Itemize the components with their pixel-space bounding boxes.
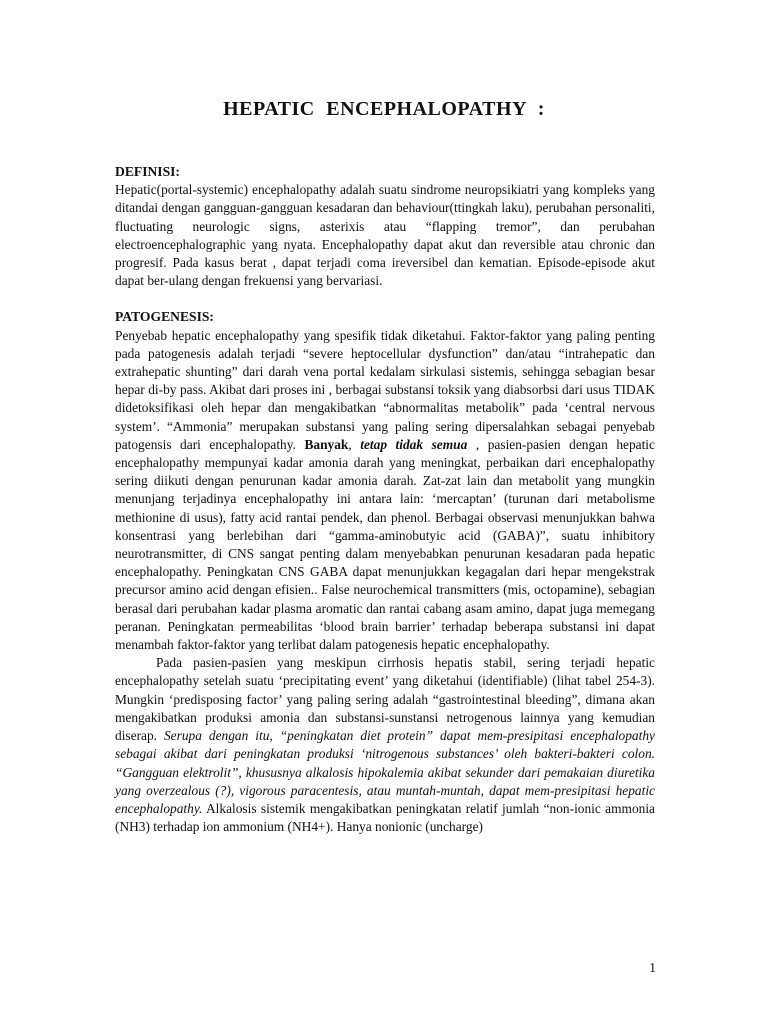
document-title: HEPATIC ENCEPHALOPATHY : [223,98,545,120]
patogenesis-text: Penyebab hepatic encephalopathy yang spesifik tidak diketahui. Faktor-faktor yang paling penting pada patogenesis adalah terjadi “severe heptocellular dysfunction” dan/atau “intrahepatic dan extrahepatic shunting” dari darah vena portal kedalam sirkulasi sistemis, sehingga sebagian besar hepar di-by pass. Akibat dari proses ini , berbagai substansi toksik yang diabsorbsi dari usus TIDAK didetoksifikasi oleh hepar dan mengakibatkan “abnormalitas metabolik” pada ‘central nervous system’. “Ammonia” merupakan substansi yang paling sering dipersalahkan sebagai penyebab patogensis dari encephalopathy. [115,327,655,452]
document-body [115,163,655,836]
paragraph-2-text: Pada pasien-pasien yang meskipun cirrhosis hepatis stabil, sering terjadi hepatic encephalopathy setelah suatu ‘precipitating event’ yang diketahui (identifiable) (lihat tabel 254-3). Mungkin ‘predisposing factor’ yang paling sering adalah “gastrointestinal bleeding”, dimana akan mengakibatkan produksi amonia dan substansi-sunstansi netrogenous lainnya yang kemudian diserap. [115,655,655,744]
paragraph-2-text-continued: Alkalosis sistemik mengakibatkan peningkatan relatif jumlah “non-ionic ammonia (NH3) terhadap ion ammonium (NH4+). Hanya nonionic (uncharge) [115,800,655,835]
definisi-paragraph: Hepatic(portal-systemic) encephalopathy adalah suatu sindrome neuropsikiatri yang kompleks yang ditandai dengan gangguan-gangguan kesadaran dan behaviour(ttingkah laku), perubahan personaliti, fluctuating neurologic signs, asterixis atau “flapping tremor”, dan perubahan electroencephalographic yang nyata. Encephalopathy dapat akut dan reversible atau chronic dan progresif. Pada kasus berat , dapat terjadi coma ireversibel dan kematian. Episode-episode akut dapat ber-ulang dengan frekuensi yang bervariasi. [115,182,655,289]
comma-text: , [348,436,361,452]
page-number: 1 [649,960,656,975]
bold-italic-phrase: tetap tidak semua [360,436,468,452]
patogenesis-paragraph-1 [115,327,655,655]
section-heading-patogenesis: PATOGENESIS: [115,309,214,325]
section-heading-definisi: DEFINISI: [115,164,180,179]
section-gap [115,290,655,308]
bold-phrase: Banyak [304,436,349,452]
italic-passage: Serupa dengan itu, “peningkatan diet protein” dapat mem-presipitasi encephalopathy sebagai akibat dari peningkatan produksi ‘nitrogenous substances’ oleh bakteri-bakteri colon. “Gangguan elektrolit”, khususnya alkalosis hipokalemia akibat sekunder dari pemakaian diuretika yang overzealous (?), vigorous paracentesis, atau muntah-muntah, dapat mem-presipitasi hepatic encephalopathy. [115,728,655,816]
patogenesis-paragraph-2 [115,654,655,836]
patogenesis-text-continued: , pasien-pasien dengan hepatic encephalopathy mempunyai kadar amonia darah yang meningkat, perbaikan dari encephalopathy sering diikuti dengan penurunan kadar amonia darah. Zat-zat lain dan metabolit yang mungkin menunjang terjadinya encephalopathy ini antara lain: ‘mercaptan’ (turunan dari metabolisme methionine di usus), fatty acid rantai pendek, dan phenol. Berbagai observasi menunjukkan bahwa konsentrasi yang berlebihan dari “gamma-aminobutyic acid (GABA)”, suatu inhibitory neurotransmitter, di CNS sangat penting dalam menyebabkan penurunan kesadaran pada hepatic encephalopathy. Peningkatan CNS GABA dapat menunjukkan kegagalan dari hepar mengekstrak precursor amino acid dengan efisien.. False neurochemical transmitters (mis, octopamine), sebagian berasal dari perubahan kadar plasma aromatic dan rantai cabang asam amino, dapat juga memegang peranan. Peningkatan permeabilitas ‘blood brain barrier’ terhadap beberapa substansi ini dapat menambah faktor-faktor yang terlibat dalam patogenesis hepatic encephalopathy. [115,436,655,653]
